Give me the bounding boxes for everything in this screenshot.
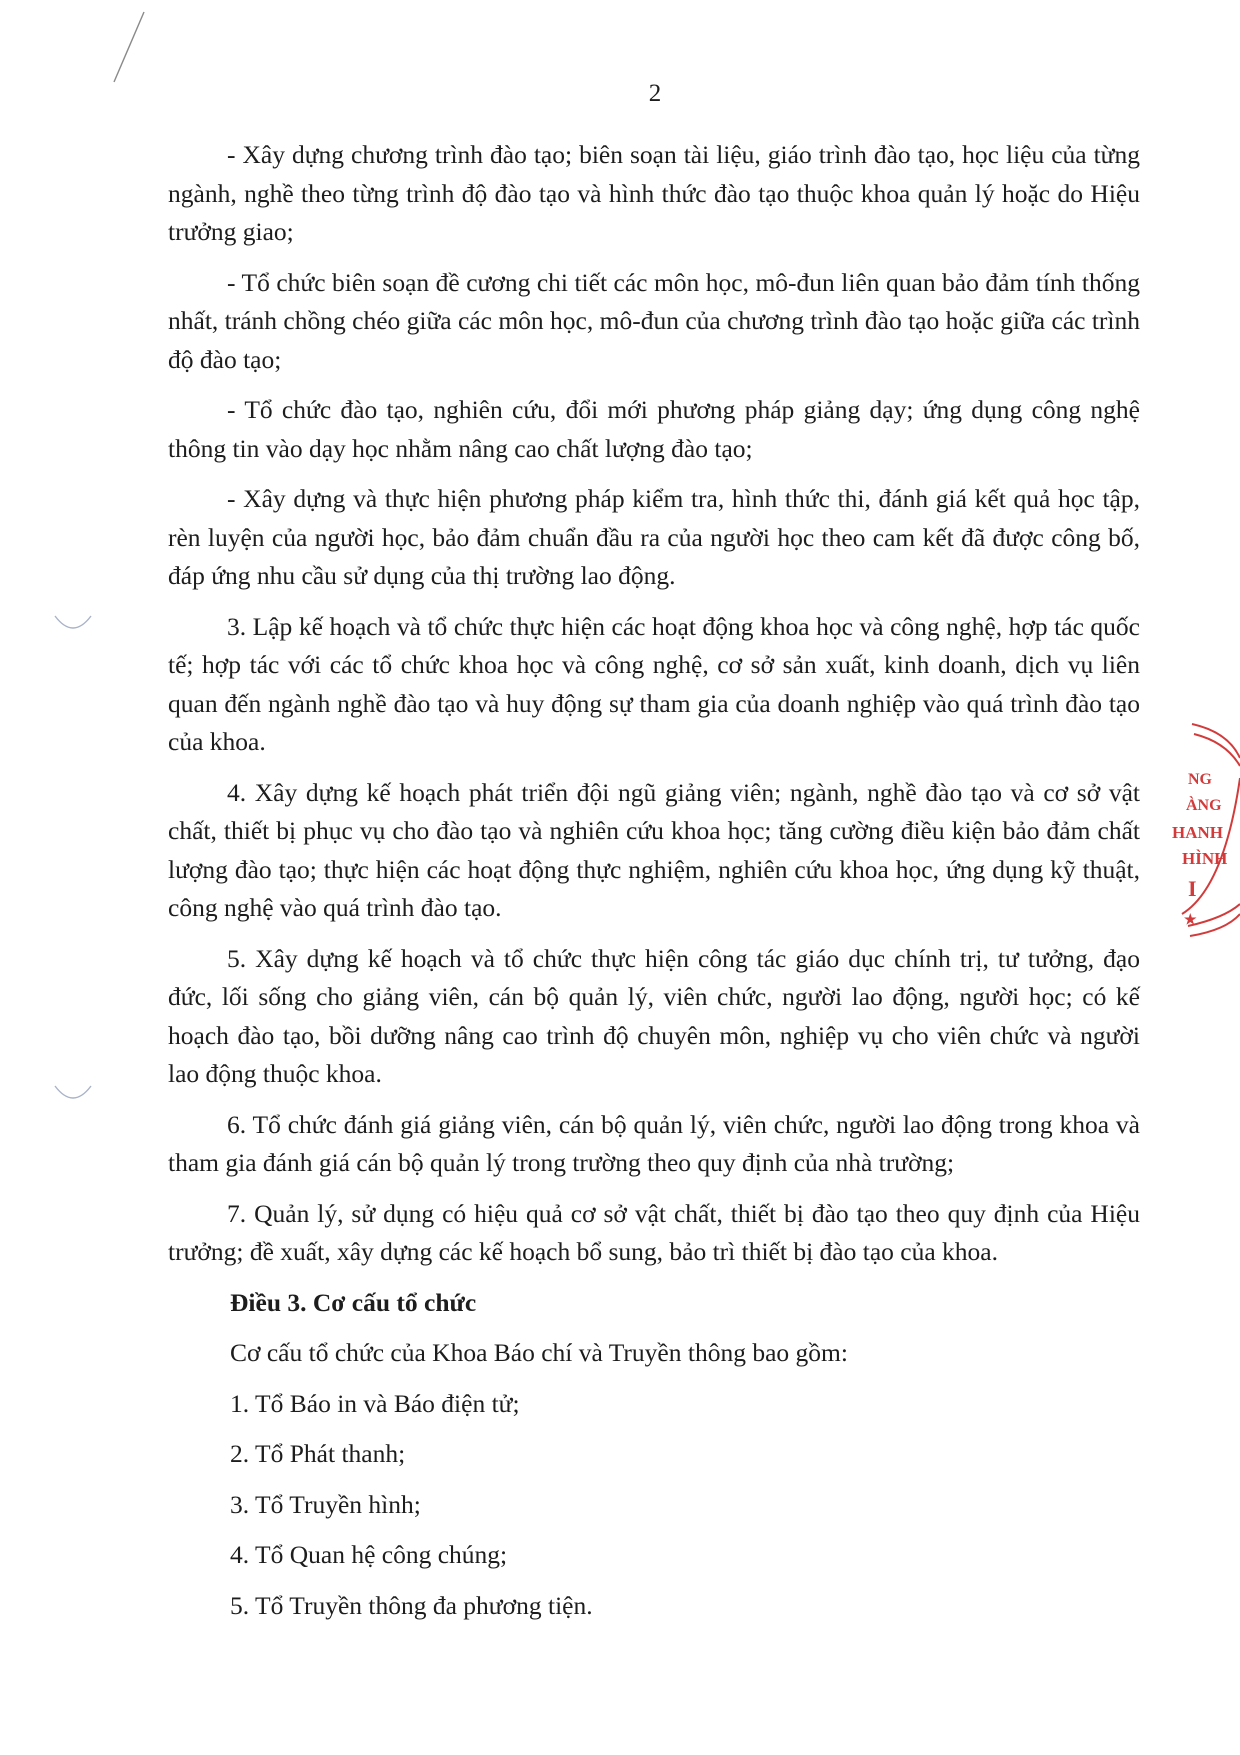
unit-list-item: 3. Tổ Truyền hình; [230, 1489, 421, 1519]
svg-text:ÀNG: ÀNG [1186, 797, 1222, 814]
punch-hole-mark-upper [52, 610, 94, 636]
paragraph-task-teaching-methods: - Tổ chức đào tạo, nghiên cứu, đổi mới phương pháp giảng dạy; ứng dụng công nghệ thông tin vào dạy học nhằm nâng cao chất lượng đào tạo; [168, 395, 1140, 463]
article-3-heading: Điều 3. Cơ cấu tổ chức [230, 1287, 477, 1317]
paragraph-item-4: 4. Xây dựng kế hoạch phát triển đội ngũ giảng viên; ngành, nghề đào tạo và cơ sở vật chất, thiết bị phục vụ cho đào tạo và nghiên cứu khoa học; tăng cường điều kiện bảo đảm chất lượng đào tạo; thực hiện các hoạt động thực nghiệm, nghiên cứu khoa học, ứng dụng kỹ thuật, công nghệ vào quá trình đào tạo. [168, 777, 1140, 922]
paragraph-task-syllabus: - Tổ chức biên soạn đề cương chi tiết các môn học, mô-đun liên quan bảo đảm tính thống nhất, tránh chồng chéo giữa các môn học, mô-đun của chương trình đào tạo hoặc giữa các trình độ đào tạo; [168, 267, 1140, 374]
scan-slash-mark [108, 10, 148, 85]
svg-text:HANH: HANH [1172, 823, 1223, 842]
document-body [168, 136, 1140, 1637]
paragraph-item-7: 7. Quản lý, sử dụng có hiệu quả cơ sở vật chất, thiết bị đào tạo theo quy định của Hiệu trưởng; đề xuất, xây dựng các kế hoạch bổ sung, bảo trì thiết bị đào tạo của khoa. [168, 1198, 1140, 1266]
paragraph-task-curriculum: - Xây dựng chương trình đào tạo; biên soạn tài liệu, giáo trình đào tạo, học liệu của từng ngành, nghề theo từng trình độ đào tạo và hình thức đào tạo thuộc khoa quản lý hoặc do Hiệu trưởng giao; [168, 140, 1140, 246]
paragraph-item-3: 3. Lập kế hoạch và tổ chức thực hiện các hoạt động khoa học và công nghệ, hợp tác quốc tế; hợp tác với các tổ chức khoa học và công nghệ, cơ sở sản xuất, kinh doanh, dịch vụ liên quan đến ngành nghề đào tạo và huy động sự tham gia của doanh nghiệp vào quá trình đào tạo của khoa. [168, 611, 1140, 756]
svg-text:★: ★ [1184, 913, 1197, 928]
unit-list-item: 4. Tổ Quan hệ công chúng; [230, 1540, 508, 1569]
svg-text:HÌNH: HÌNH [1182, 849, 1228, 868]
punch-hole-mark-lower [52, 1080, 94, 1106]
paragraph-task-assessment: - Xây dựng và thực hiện phương pháp kiểm tra, hình thức thi, đánh giá kết quả học tập, rèn luyện của người học, bảo đảm chuẩn đầu ra của người học theo cam kết đã được công bố, đáp ứng nhu cầu sử dụng của thị trường lao động. [168, 484, 1140, 590]
paragraph-item-5: 5. Xây dựng kế hoạch và tổ chức thực hiện công tác giáo dục chính trị, tư tưởng, đạo đức, lối sống cho giảng viên, cán bộ quản lý, viên chức, người lao động, người học; có kế hoạch đào tạo, bồi dưỡng nâng cao trình độ chuyên môn, nghiệp vụ cho viên chức và người lao động thuộc khoa. [168, 943, 1140, 1088]
unit-list-item: 1. Tổ Báo in và Báo điện tử; [230, 1388, 520, 1418]
unit-list-item: 2. Tổ Phát thanh; [230, 1439, 406, 1468]
article-3-intro: Cơ cấu tổ chức của Khoa Báo chí và Truyền thông bao gồm: [230, 1338, 848, 1367]
page-number: 2 [648, 80, 662, 107]
unit-list-item: 5. Tổ Truyền thông đa phương tiện. [230, 1590, 593, 1620]
paragraph-item-6: 6. Tổ chức đánh giá giảng viên, cán bộ quản lý, viên chức, người lao động trong khoa và tham gia đánh giá cán bộ quản lý trong trường theo quy định của nhà trường; [168, 1109, 1140, 1177]
svg-text:NG: NG [1188, 771, 1212, 788]
official-seal-stamp [1172, 718, 1240, 958]
svg-text:I: I [1188, 876, 1197, 901]
